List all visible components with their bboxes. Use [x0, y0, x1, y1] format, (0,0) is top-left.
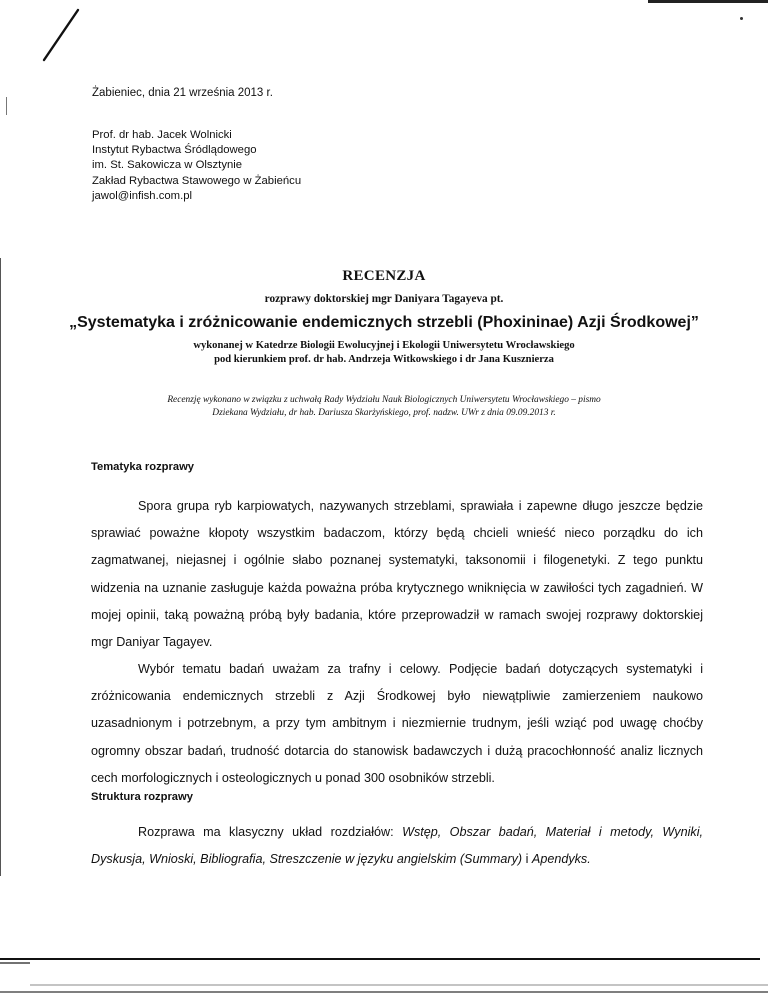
author-email: jawol@infish.com.pl [92, 189, 192, 202]
scan-top-edge [648, 0, 768, 3]
scan-bottom-edge [0, 955, 768, 994]
structure-appendix: Apendyks. [531, 852, 591, 867]
section-heading-topic: Tematyka rozprawy [91, 461, 195, 473]
structure-chapters: Wstęp, Obszar badań, Materiał i metody, Wyniki, Dyskusja, Wnioski, Bibliografia, Streszczenie w języku angielskim (Summary) [91, 825, 704, 867]
thesis-supervisors: pod kierunkiem prof. dr hab. Andrzeja Witkowskiego i dr Jana Kusznierza [214, 354, 554, 365]
thesis-title: „Systematyka i zróżnicowanie endemicznych strzebli (Phoxininae) Azji Środkowej” [69, 314, 699, 331]
review-commission-note [0, 394, 768, 420]
section-heading-structure: Struktura rozprawy [91, 791, 193, 803]
document-title: RECENZJA [342, 268, 426, 284]
topic-paragraph-2: Wybór tematu badań uważam za trafny i celowy. Podjęcie badań dotyczących systematyki i zróżnicowania endemicznych strzebli z Azji Środkowej było niewątpliwie zamierzeniem naukowo uzasadnionym i potrzebnym, a przy tym ambitnym i niezmiernie trudnym, jeśli wziąć pod uwagę choćby ogromny obszar badań, trudność dotarcia do stanowisk badawczych i dużą pracochłonność analiz licznych cech morfologicznych i osteologicznych u ponad 300 osobników strzebli. [91, 662, 703, 785]
author-department: Zakład Rybactwa Stawowego w Żabieńcu [92, 174, 302, 187]
note-line-1: Recenzję wykonano w związku z uchwałą Rady Wydziału Nauk Biologicznych Uniwersytetu Wrocławskiego – pismo [167, 395, 601, 405]
place-date: Żabieniec, dnia 21 września 2013 r. [92, 87, 273, 99]
note-line-2: Dziekana Wydziału, dr hab. Dariusza Skarżyńskiego, prof. nadzw. UWr z dnia 09.09.2013 r. [212, 408, 556, 418]
thesis-intro: rozprawy doktorskiej mgr Daniyara Tagayeva pt. [264, 293, 504, 305]
author-name: Prof. dr hab. Jacek Wolnicki [92, 129, 232, 141]
author-block [92, 128, 301, 204]
scan-left-mark [6, 97, 7, 115]
structure-paragraph [91, 819, 703, 873]
author-institute: Instytut Rybactwa Śródlądowego [92, 144, 257, 157]
topic-paragraph-1: Spora grupa ryb karpiowatych, nazywanych strzeblami, sprawiała i zapewne długo jeszcze będzie sprawiać poważne kłopoty wszystkim badaczom, którzy będą chcieli wnieść nieco porządku do ich zagmatwanej, niejasnej i ogólnie słabo poznanej systematyki, taksonomii i filogenetyki. Z tego punktu widzenia na uznanie zasługuje każda poważna próba krytycznego wniknięcia w zawiłości tych zagadnień. W mojej opinii, taką poważną próbą były badania, które przeprowadził w ramach swojej rozprawy doktorskiej mgr Daniyar Tagayev. [91, 499, 703, 650]
structure-conjunction: i [522, 852, 532, 867]
thesis-department: wykonanej w Katedrze Biologii Ewolucyjnej i Ekologii Uniwersytetu Wrocławskiego [193, 340, 575, 351]
author-institute-patron: im. St. Sakowicza w Olsztynie [92, 159, 243, 172]
thesis-affiliation [0, 339, 768, 367]
scan-speck [740, 17, 743, 20]
scan-slash-mark [40, 6, 82, 64]
structure-intro: Rozprawa ma klasyczny układ rozdziałów: [138, 825, 403, 839]
